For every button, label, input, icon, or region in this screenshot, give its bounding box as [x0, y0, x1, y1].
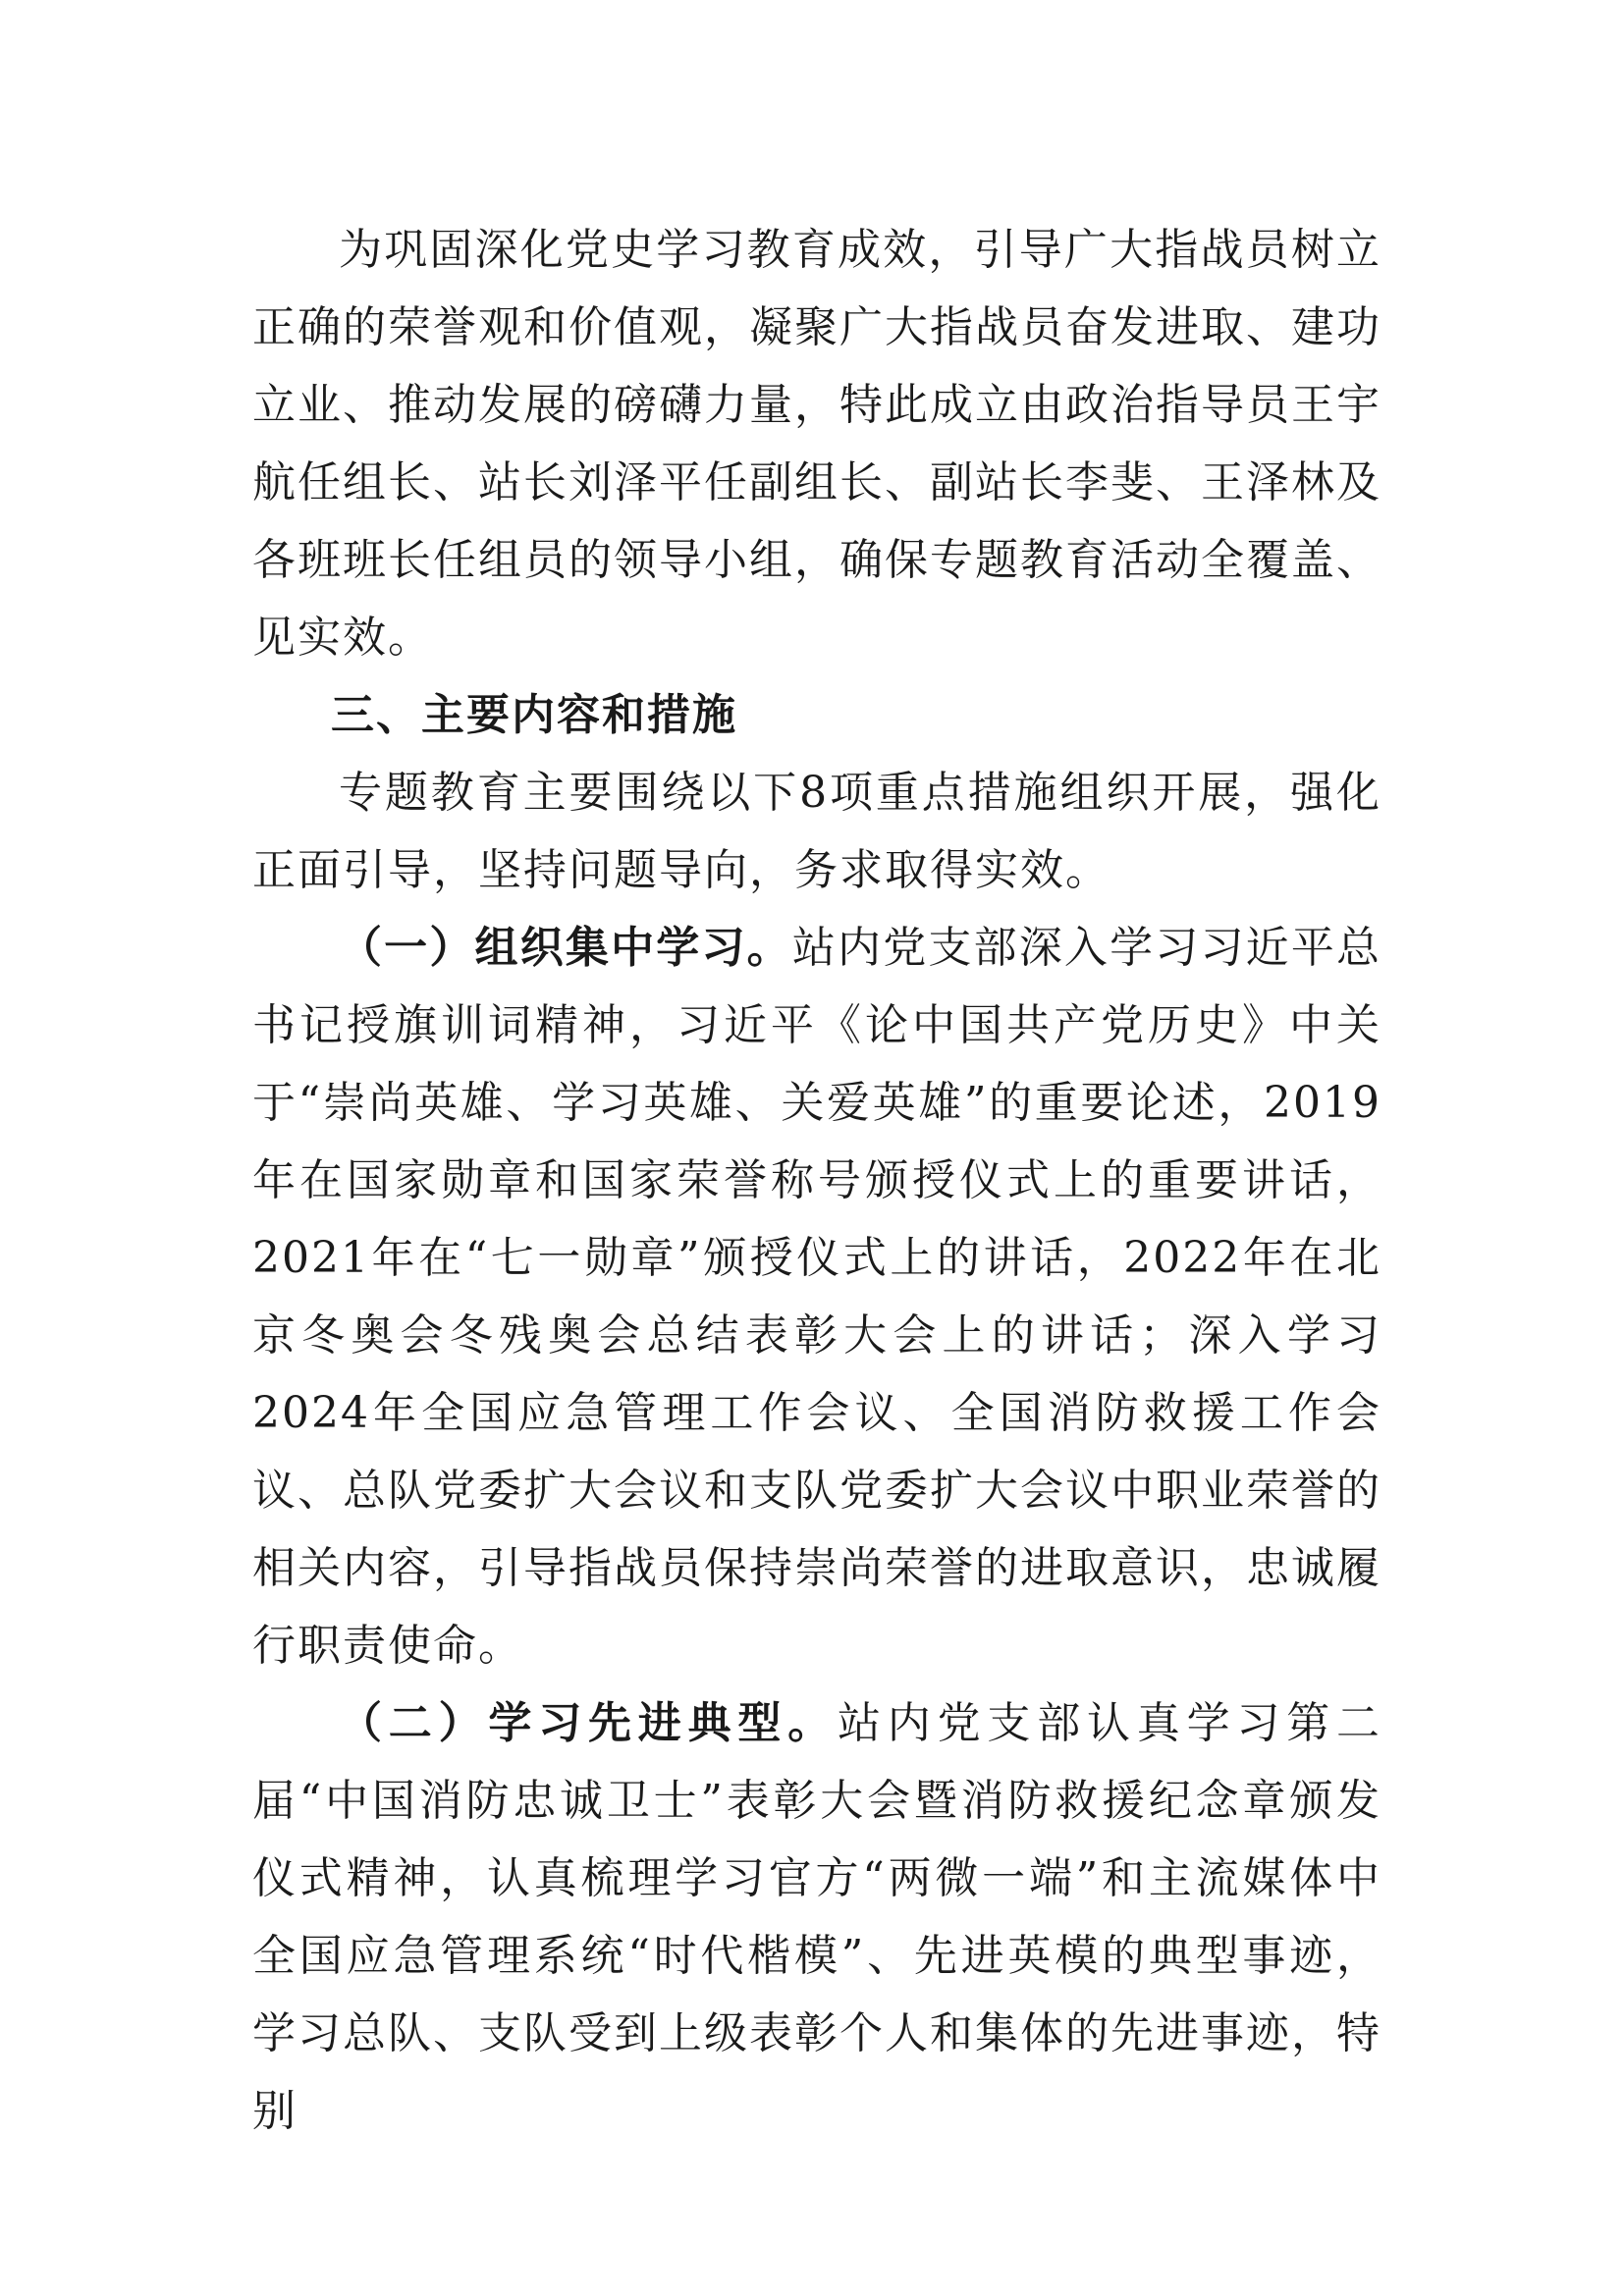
measure-lead-2: （二）学习先进典型。: [339, 1698, 838, 1748]
intro-paragraph: 为巩固深化党史学习教育成效，引导广大指战员树立正确的荣誉观和价值观，凝聚广大指战员奋发进取、建功立业、推动发展的磅礴力量，特此成立由政治指导员王宇航任组长、站长刘泽平任副组长、副站长李斐、王泽林及各班班长任组员的领导小组，确保专题教育活动全覆盖、见实效。: [252, 225, 1381, 663]
measure-text-2: 站内党支部认真学习第二届“中国消防忠诚卫士”表彰大会暨消防救援纪念章颁发仪式精神，认真梳理学习官方“两微一端”和主流媒体中全国应急管理系统“时代楷模”、先进英模的典型事迹，学习总队、支队受到上级表彰个人和集体的先进事迹，特别: [252, 1698, 1381, 2136]
measure-text-1: 站内党支部深入学习习近平总书记授旗训词精神，习近平《论中国共产党历史》中关于“崇尚英雄、学习英雄、关爱英雄”的重要论述，2019年在国家勋章和国家荣誉称号颁授仪式上的重要讲话，2021年在“七一勋章”颁授仪式上的讲话，2022年在北京冬奥会冬残奥会总结表彰大会上的讲话；深入学习2024年全国应急管理工作会议、全国消防救援工作会议、总队党委扩大会议和支队党委扩大会议中职业荣誉的相关内容，引导指战员保持崇尚荣誉的进取意识，忠诚履行职责使命。: [252, 923, 1382, 1671]
section-heading: 三、主要内容和措施: [331, 690, 737, 740]
measure-paragraph-2: [252, 1684, 1381, 2150]
measure-lead-1: （一）组织集中学习。: [339, 923, 792, 973]
measure-paragraph-1: [252, 909, 1381, 1684]
section-intro-paragraph: 专题教育主要围绕以下8项重点措施组织开展，强化正面引导，坚持问题导向，务求取得实效。: [252, 768, 1381, 895]
document-page: [252, 211, 1381, 2150]
